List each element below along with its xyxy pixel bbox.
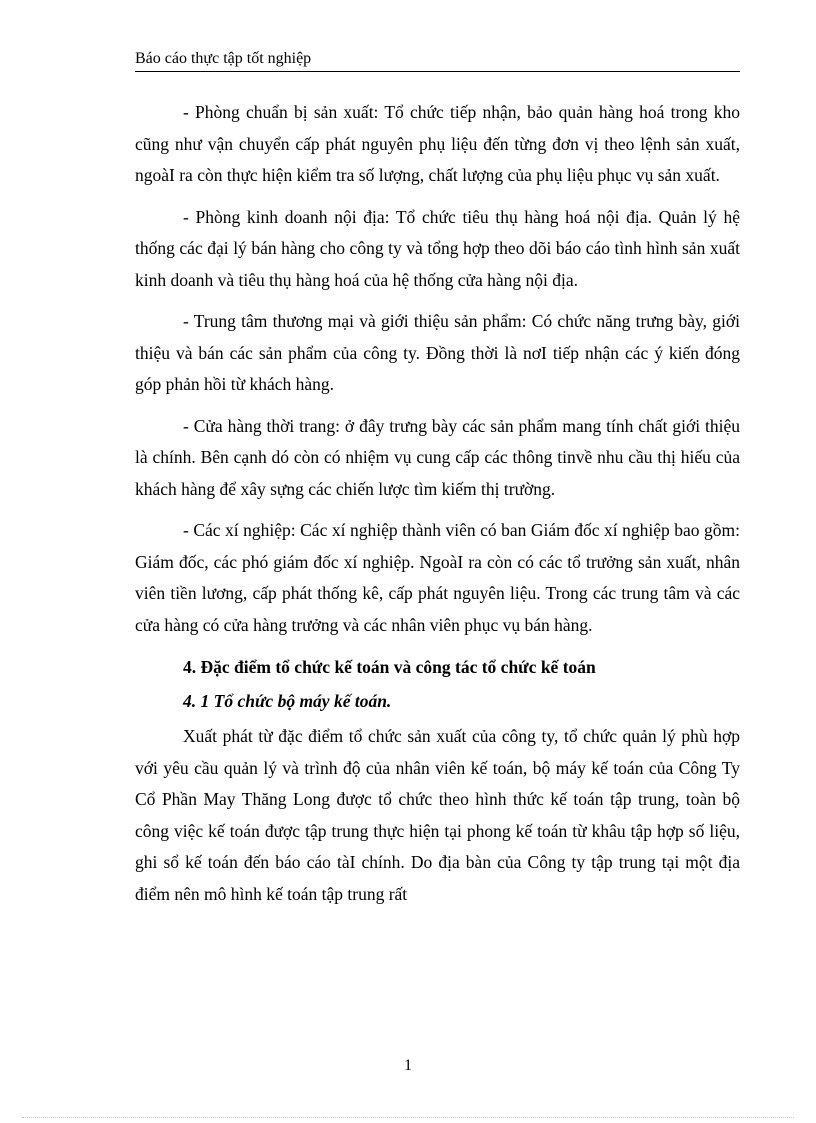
paragraph-enterprises: - Các xí nghiệp: Các xí nghiệp thành viên có ban Giám đốc xí nghiệp bao gồm: Giám đốc, các phó giám đốc xí nghiệp. NgoàI ra còn có các tổ trưởng sản xuất, nhân viên tiền lương, cấp phát thống kê, cấp phát nguyên liệu. Trong các trung tâm và các cửa hàng có cửa hàng trưởng và các nhân viên phục vụ bán hàng. [135,520,740,635]
subsection-heading: 4. 1 Tổ chức bộ máy kế toán. [183,691,392,711]
paragraph-trade-center: - Trung tâm thương mại và giới thiệu sản phẩm: Có chức năng trưng bày, giới thiệu và bán các sản phẩm của công ty. Đồng thời là nơI tiếp nhận các ý kiến đóng góp phản hồi từ khách hàng. [135,311,740,394]
page-header [135,48,740,72]
page-number: 1 [404,1057,412,1074]
header-title: Báo cáo thực tập tốt nghiệp [135,50,312,67]
paragraph-accounting-structure: Xuất phát từ đặc điểm tổ chức sản xuất của công ty, tổ chức quản lý phù hợp với yêu cầu quản lý và trình độ của nhân viên kế toán, bộ máy kế toán của Công Ty Cổ Phần May Thăng Long được tổ chức theo hình thức kế toán tập trung, toàn bộ công việc kế toán được tập trung thực hiện tại phong kế toán từ khâu tập hợp số liệu, ghi sổ kế toán đến báo cáo tàI chính. Do địa bàn của Công ty tập trung tại một địa điểm nên mô hình kế toán tập trung rất [135,726,740,904]
section-heading: 4. Đặc điểm tổ chức kế toán và công tác tổ chức kế toán [183,657,596,677]
paragraph-production-prep: - Phòng chuẩn bị sản xuất: Tổ chức tiếp nhận, bảo quản hàng hoá trong kho cũng như vận chuyển cấp phát nguyên phụ liệu đến từng đơn vị theo lệnh sản xuất, ngoàI ra còn thực hiện kiểm tra số lượng, chất lượng của phụ liệu phục vụ sản xuất. [135,102,740,185]
document-body [135,97,740,920]
paragraph-fashion-store: - Cửa hàng thời trang: ở đây trưng bày các sản phẩm mang tính chất giới thiệu là chính. Bên cạnh dó còn có nhiệm vụ cung cấp các thông tinvề nhu cầu thị hiếu của khách hàng để xây sựng các chiến lược tìm kiếm thị trường. [135,415,740,499]
page-edge-divider [22,1117,794,1118]
paragraph-domestic-sales: - Phòng kinh doanh nội địa: Tổ chức tiêu thụ hàng hoá nội địa. Quản lý hệ thống các đại lý bán hàng cho công ty và tổng hợp theo dõi báo cáo tình hình sản xuất kinh doanh và tiêu thụ hàng hoá của hệ thống cửa hàng nội địa. [135,206,740,290]
